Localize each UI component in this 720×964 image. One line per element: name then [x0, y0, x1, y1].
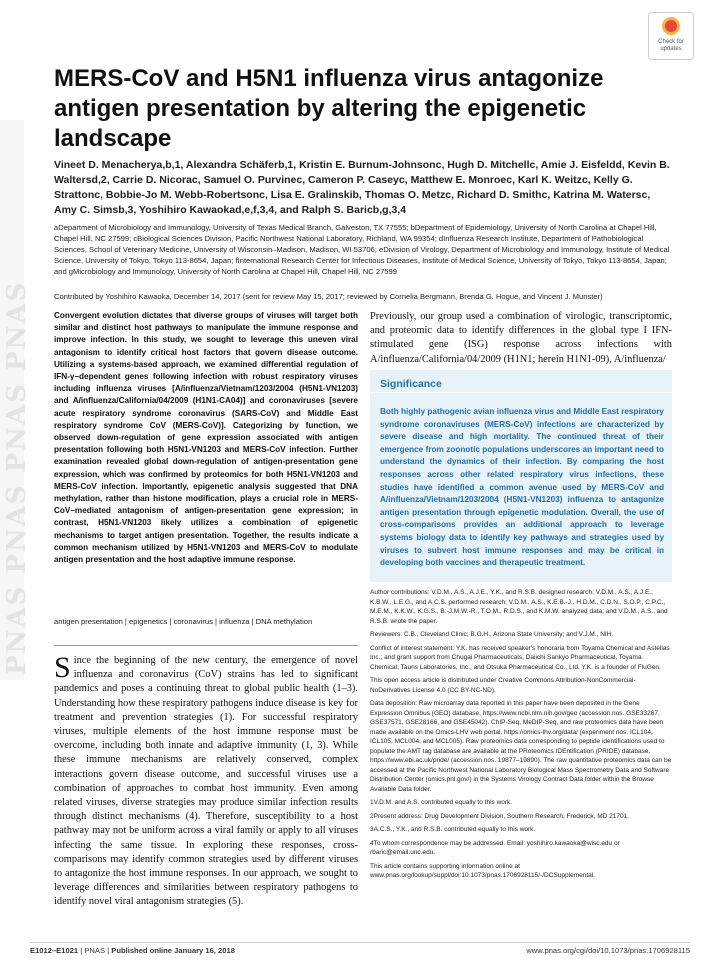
significance-heading: Significance	[380, 378, 442, 390]
update-icon	[662, 17, 680, 35]
article-title: MERS-CoV and H5N1 influenza virus antagonize antigen presentation by altering the epigenetic landscape	[54, 65, 604, 152]
journal-name: PNAS	[84, 946, 106, 955]
significance-box	[370, 370, 672, 582]
note-conflict: Conflict of interest statement: Y.K. has received speaker's honoraria from Toyama Chemical and Astellas Inc.; and grant support from Chugai Pharmaceuticals, Daiichi Sankyo Pharmaceutical, Toyama Chemical, Tauns Laboratories, Inc., and Otsuka Pharmaceutical Co., Ltd. Y.K. is a founder of FluGen.	[370, 644, 670, 671]
affiliations: aDepartment of Microbiology and Immunology, University of Texas Medical Branch, Galveston, TX 77555; bDepartment of Epidemiology, University of North Carolina at Chapel Hill, Chapel Hill, NC 27599; cBiological Sciences Division, Pacific Northwest National Laboratory, Richland, WA 99354; dInfluenza Research Institute, Department of Pathobiological Sciences, School of Veterinary Medicine, University of Wisconsin–Madison, Madison, WI 53706; eDivision of Virology, Department of Microbiology and Immunology, Institute of Medical Science, University of Tokyo, Tokyo 113-8654, Japan; fInternational Research Center for Infectious Diseases, Institute of Medical Science, University of Tokyo, Tokyo 113-8654, Japan; and gMicrobiology and Immunology, University of North Carolina at Chapel Hill, Chapel Hill, NC 27599	[54, 223, 670, 276]
doi-link[interactable]: www.pnas.org/cgi/doi/10.1073/pnas.1706928115	[526, 946, 690, 955]
badge-label: Check for updates	[658, 39, 684, 52]
note-2: 2Present address: Drug Development Division, Southern Research, Frederick, MD 21701.	[370, 812, 630, 820]
note-data-deposition[interactable]: Data deposition: Raw microarray data reported in this paper have been deposited in the Gene Expression Omnibus (GEO) database, https://www.ncbi.nlm.nih.gov/geo (accession nos. GSE33267, GSE37571, GSE28166, and GSE45042). ChIP-Seq, MeDIP-Seq, and raw proteomics data have been made available on the Omics-LHV web portal, https://omics-lhv.org/data/ (experiment nos. ICL104, ICL105, MCL004, and MCL005). Raw proteomics data corresponding to peptide identifications used to populate the AMT tag database are available at the PRoteomics IDEntification (PRIDE) database, https://www.ebi.ac.uk/pride/ (accession nos. 19877–19890). The raw quantitative proteomics data can be accessed at the Pacific Northwest National Laboratory Biological Mass Spectrometry Data and Software Distribution Center (omics.pnl.gov/) in the Systems Virology Contract Data folder within the Browse Available Data folder.	[370, 700, 672, 793]
note-author-contributions: Author contributions: V.D.M., A.S., A.J.E., Y.K., and R.S.B. designed research; V.D.M., A.S., A.J.E., K.B.W., L.E.G., and A.C.S. performed research; V.D.M., A.S., K.E.B.-J., H.D.M., C.D.N., S.O.P., C.P.C., M.E.M., K.K.W., K.G.S., B.-J.M.W.-R., T.O.M., R.D.S., and K.M.W. analyzed data; and V.D.M., A.S., and R.S.B. wrote the paper.	[370, 589, 668, 625]
author-list: Vineet D. Menacherya,b,1, Alexandra Schäferb,1, Kristin E. Burnum-Johnsonc, Hugh D. Mitchellc, Amie J. Eisfeldd, Kevin B. Waltersd,2, Carrie D. Nicorac, Samuel O. Purvinec, Cameron P. Caseyc, Matthew E. Monroec, Karl K. Weitzc, Kelly G. Strattonc, Bobbie-Jo M. Webb-Robertsonc, Lisa E. Gralinskib, Thomas O. Metzc, Richard D. Smithc, Katrina M. Watersc, Amy C. Simsb,3, Yoshihiro Kawaokad,e,f,3,4, and Ralph S. Baricb,g,3,4	[54, 159, 670, 216]
note-1: 1V.D.M. and A.S. contributed equally to this work.	[370, 799, 513, 806]
significance-divider	[370, 392, 672, 393]
footer-divider	[30, 942, 690, 943]
previously-paragraph: Previously, our group used a combination of virologic, transcriptomic, and proteomic data to identify differences in the global type I IFN-stimulated gene (ISG) response across infections with A/influenza/California/04/2009 (H1N1; herein H1N1-09), A/influenza/	[370, 311, 672, 365]
published-date: Published online January 16, 2018	[111, 946, 235, 955]
contributed-by: Contributed by Yoshihiro Kawaoka, December 14, 2017 (sent for review May 15, 2017; reviewed by Cornelia Bergmann, Brenda G. Hogue, and Vincent J. Munster)	[54, 292, 603, 301]
note-license[interactable]: This open access article is distributed under Creative Commons Attribution-NonCommercial-NoDerivatives License 4.0 (CC BY-NC-ND).	[370, 677, 636, 694]
introduction-paragraph	[54, 651, 358, 910]
note-reviewers: Reviewers: C.B., Cleveland Clinic; B.G.H., Arizona State University; and V.J.M., NIH.	[370, 631, 614, 638]
note-4[interactable]: 4To whom correspondence may be addressed. Email: yoshihiro.kawaoka@wisc.edu or rbaric@email.unc.edu.	[370, 839, 620, 856]
note-supporting-info[interactable]: This article contains supporting information online at www.pnas.org/lookup/suppl/doi:10.1073/pnas.1706928115/-/DCSupplemental.	[370, 862, 596, 879]
journal-side-band	[0, 120, 32, 680]
footnotes	[370, 588, 672, 885]
journal-watermark: PNAS PNAS PNAS PNAS	[2, 280, 32, 675]
footer-left: E1012–E1021 | PNAS | Published online January 16, 2018	[30, 946, 235, 955]
keywords: antigen presentation | epigenetics | coronavirus | influenza | DNA methylation	[54, 617, 313, 626]
page-range: E1012–E1021	[30, 946, 79, 955]
significance-text: Both highly pathogenic avian influenza virus and Middle East respiratory syndrome coronaviruses (MERS-CoV) infections are characterized by severe disease and high mortality. The continued threat of their emergence from zoonotic populations underscores an important need to understand the dynamics of their infection. By comparing the host responses across other related respiratory virus infections, these studies have identified a common avenue used by MERS-CoV and A/influenza/Vietnam/1203/2004 (H5N1-VN1203) influenza to antagonize antigen presentation through epigenetic modulation. Overall, the use of cross-comparisons provides an additional approach to leverage systems biology data to identify key pathways and strategies used by viruses to subvert host immune responses and may be critical in developing both vaccines and therapeutic treatment.	[380, 407, 664, 568]
drop-cap: S	[54, 651, 71, 684]
abstract: Convergent evolution dictates that diverse groups of viruses will target both similar and distinct host pathways to manipulate the immune response and improve infection. In this study, we sought to leverage this uneven viral antagonism to identify critical host factors that govern disease outcome. Utilizing a systems-based approach, we examined differential regulation of IFN-γ–dependent genes following infection with robust respiratory viruses including influenza viruses [A/influenza/Vietnam/1203/2004 (H5N1-VN1203) and A/influenza/California/04/2009 (H1N1-CA04)] and coronaviruses [severe acute respiratory syndrome coronavirus (SARS-CoV) and Middle East respiratory syndrome CoV (MERS-CoV)]. Categorizing by function, we observed down-regulation of gene expression associated with antigen presentation following both H5N1-VN1203 and MERS-CoV infection. Further examination revealed global down-regulation of antigen-presentation gene expression, which was confirmed by proteomics for both H5N1-VN1203 and MERS-CoV infection. Importantly, epigenetic analysis suggested that DNA methylation, rather than histone modification, plays a crucial role in MERS-CoV–mediated antagonism of antigen-presentation gene expression; in contrast, H5N1-VN1203 likely utilizes a combination of epigenetic mechanisms to target antigen presentation. Together, the results indicate a common mechanism utilized by H5N1-VN1203 and MERS-CoV to modulate antigen presentation and the host adaptive immune response.	[54, 311, 358, 565]
note-3: 3A.C.S., Y.K., and R.S.B. contributed equally to this work.	[370, 826, 536, 833]
introduction-text: ince the beginning of the new century, the emergence of novel influenza and coronavirus (CoV) strains has led to significant pandemics and poses a continuing threat to global public health (1–3). Understanding how these respiratory pathogens induce disease is key for treatment and prevention strategies (1). For successful respiratory viruses, multiple elements of the host immune response must be overcome, including both innate and adaptive immunity (1, 3). While these immune mechanisms are relatively conserved, complex interactions govern disease outcome, and successful viruses use a combination of approaches to combat host immunity. Even among related viruses, diverse strategies may produce similar infection results through distinct mechanisms (4). Therefore, susceptibility to a host pathway may not be uniform across a viral family or apply to all viruses infecting the same tissue. In exploring these responses, cross-comparisons may identify common strategies used by different viruses to antagonize the host immune responses. In our approach, we sought to leverage differences and similarities between respiratory pathogens to identify novel viral antagonism strategies (5).	[54, 655, 358, 908]
check-for-updates-badge[interactable]	[648, 12, 694, 60]
divider	[54, 645, 358, 646]
